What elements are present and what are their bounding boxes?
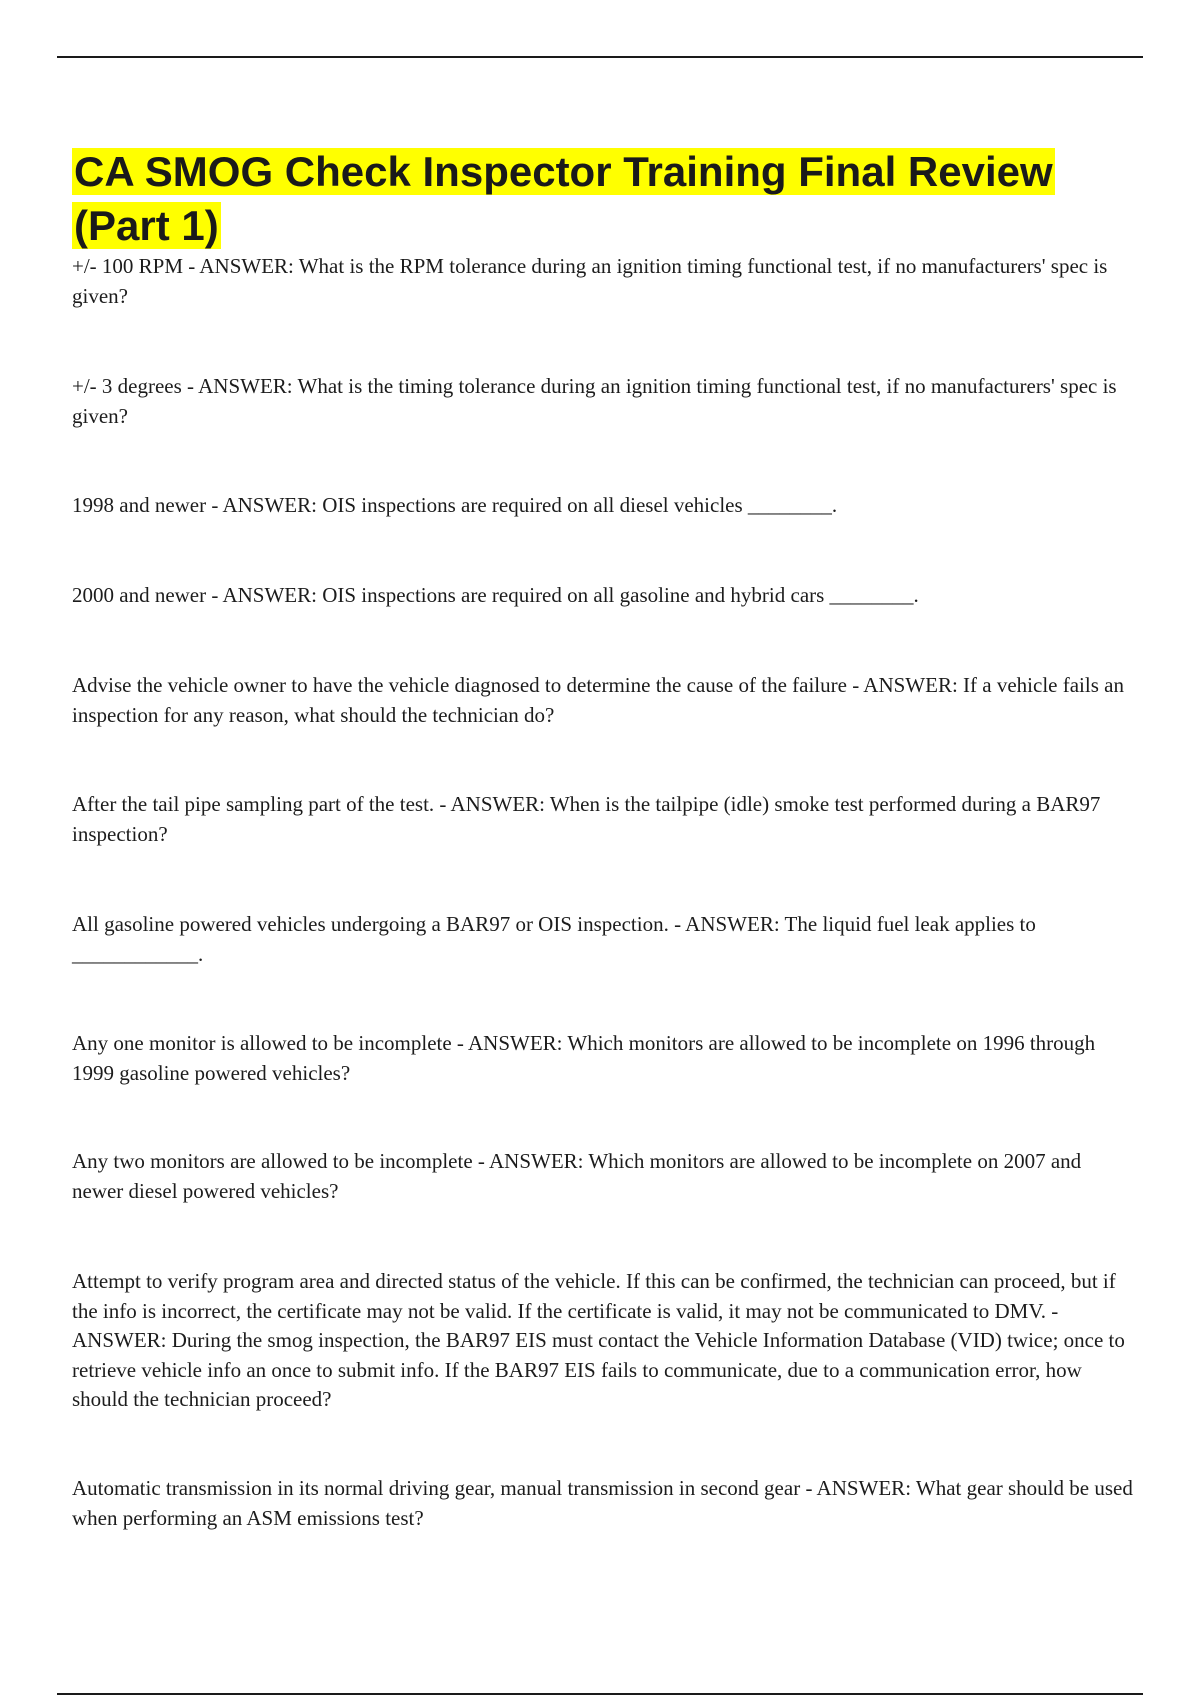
qa-entry: All gasoline powered vehicles undergoing a BAR97 or OIS inspection. - ANSWER: The liquid fuel leak applies to ____________. bbox=[72, 912, 1036, 966]
qa-entry: Attempt to verify program area and directed status of the vehicle. If this can be confirmed, the technician can proceed, but if the info is incorrect, the certificate may not be valid. If the certificate is valid, it may not be communicated to DMV. - ANSWER: During the smog inspection, the BAR97 EIS must contact the Vehicle Information Database (VID) twice; once to retrieve vehicle info an once to submit info. If the BAR97 EIS fails to communicate, due to a communication error, how should the technician proceed? bbox=[72, 1269, 1125, 1411]
document-title-text: CA SMOG Check Inspector Training Final Review (Part 1) bbox=[74, 148, 1053, 249]
qa-entry: After the tail pipe sampling part of the test. - ANSWER: When is the tailpipe (idle) smoke test performed during a BAR97 inspection? bbox=[72, 792, 1101, 846]
qa-entry: Any one monitor is allowed to be incomplete - ANSWER: Which monitors are allowed to be incomplete on 1996 through 1999 gasoline powered vehicles? bbox=[72, 1031, 1096, 1085]
qa-entry: Any two monitors are allowed to be incomplete - ANSWER: Which monitors are allowed to be incomplete on 2007 and newer diesel powered vehicles? bbox=[72, 1149, 1082, 1203]
qa-entry: +/- 100 RPM - ANSWER: What is the RPM tolerance during an ignition timing functional test, if no manufacturers' spec is given? bbox=[72, 254, 1108, 308]
qa-entry: 1998 and newer - ANSWER: OIS inspections are required on all diesel vehicles ________. bbox=[72, 493, 838, 517]
qa-entry: 2000 and newer - ANSWER: OIS inspections are required on all gasoline and hybrid cars ________. bbox=[72, 583, 919, 607]
qa-entry: Automatic transmission in its normal driving gear, manual transmission in second gear - ANSWER: What gear should be used when performing an ASM emissions test? bbox=[72, 1476, 1133, 1530]
qa-entry: +/- 3 degrees - ANSWER: What is the timing tolerance during an ignition timing functional test, if no manufacturers' spec is given? bbox=[72, 374, 1117, 428]
document-title bbox=[72, 145, 1132, 253]
bottom-rule bbox=[57, 1693, 1143, 1695]
top-rule bbox=[57, 56, 1143, 58]
qa-entry: Advise the vehicle owner to have the vehicle diagnosed to determine the cause of the failure - ANSWER: If a vehicle fails an inspection for any reason, what should the technician do? bbox=[72, 673, 1124, 727]
